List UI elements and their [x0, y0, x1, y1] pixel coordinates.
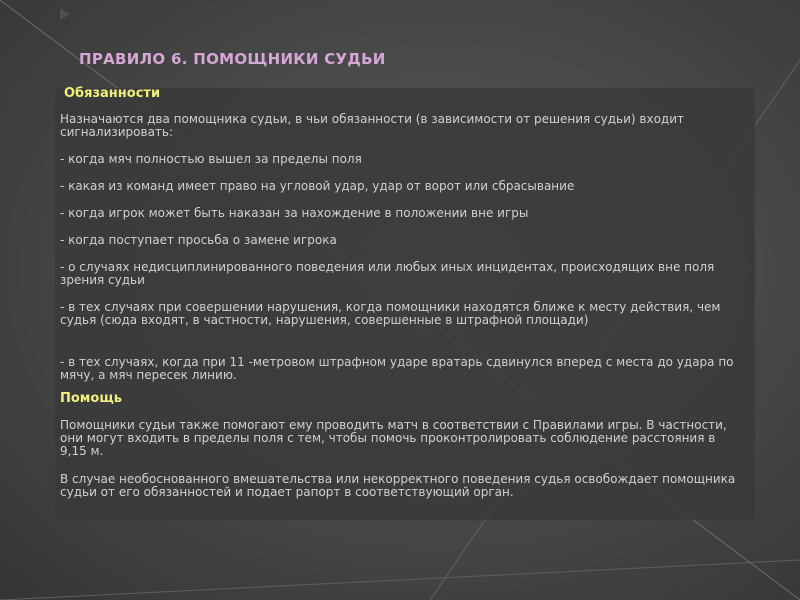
help-paragraph: В случае необоснованного вмешательства или некорректного поведения судья освобождает помощника судьи от его обязанностей и подает рапорт в соответствующий орган. — [60, 472, 736, 499]
duty-item: - о случаях недисциплинированного поведения или любых иных инцидентах, происходящих вне поля зрения судьи — [60, 260, 715, 287]
duties-heading: Обязанности — [64, 86, 161, 101]
duty-item: - когда поступает просьба о замене игрока — [60, 233, 337, 247]
duty-item: - в тех случаях при совершении нарушения, когда помощники находятся ближе к месту действия, чем судья (сюда входят, в частности, нарушения, совершенные в штрафной площади) — [60, 300, 721, 327]
duty-item: - в тех случаях, когда при 11 -метровом штрафном ударе вратарь сдвинулся вперед с места до удара по мячу, а мяч пересек линию. — [60, 355, 734, 382]
duty-item: - когда игрок может быть наказан за нахождение в положении вне игры — [60, 206, 529, 220]
slide-title: ПРАВИЛО 6. ПОМОЩНИКИ СУДЬИ — [79, 50, 386, 68]
duties-intro: Назначаются два помощника судьи, в чьи обязанности (в зависимости от решения судьи) входит сигнализировать: — [60, 112, 685, 139]
help-heading: Помощь — [60, 391, 122, 406]
duty-item: - когда мяч полностью вышел за пределы поля — [60, 152, 362, 166]
help-paragraph: Помощники судьи также помогают ему проводить матч в соответствии с Правилами игры. В частности, они могут входить в пределы поля с тем, чтобы помочь проконтролировать соблюдение расстояния в 9,15 м. — [60, 418, 727, 458]
duty-item: - какая из команд имеет право на угловой удар, удар от ворот или сбрасывание — [60, 179, 575, 193]
